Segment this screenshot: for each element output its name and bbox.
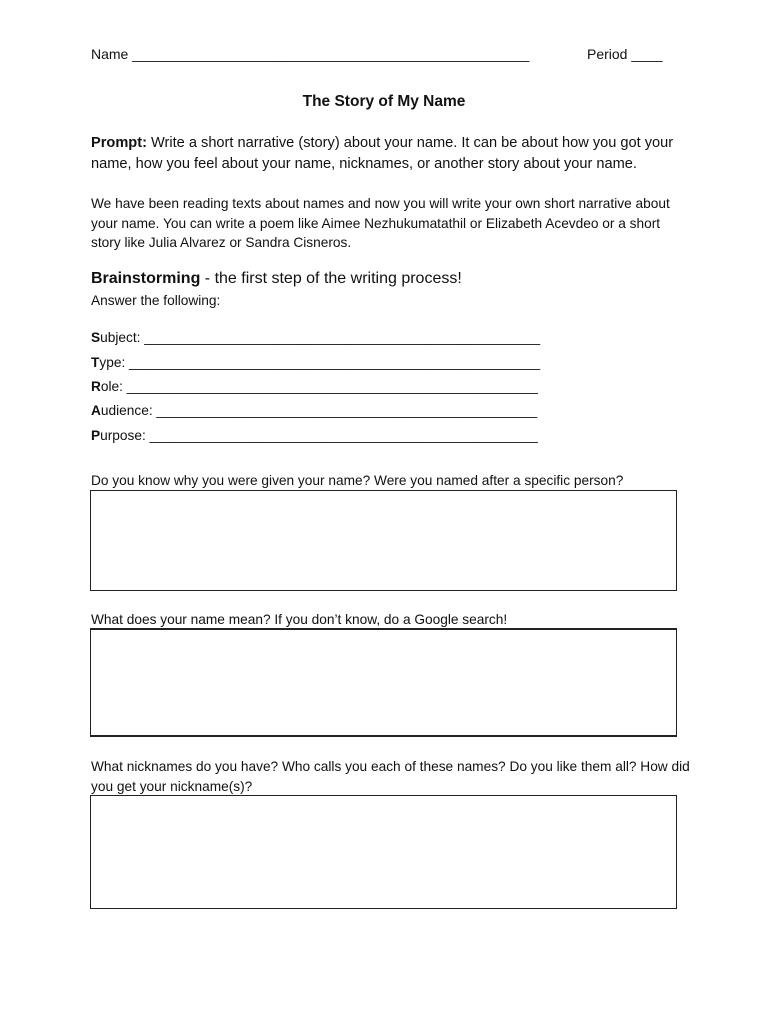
answer-box-nicknames[interactable] <box>90 795 677 909</box>
name-field[interactable]: Name ___________________________________________________ <box>91 46 530 62</box>
role-field[interactable] <box>91 379 538 394</box>
question-name-origin: Do you know why you were given your name? Were you named after a specific person? <box>91 473 624 488</box>
question-name-meaning: What does your name mean? If you don’t know, do a Google search! <box>91 612 508 627</box>
subject-field[interactable] <box>91 330 540 345</box>
brainstorming-heading-rest: - the first step of the writing process! <box>200 270 462 287</box>
brainstorming-label: Brainstorming <box>91 270 201 287</box>
audience-initial: A <box>91 403 101 418</box>
prompt-text: Write a short narrative (story) about your name. It can be about how you got your name, how you feel about your name, nicknames, or another story about your name. <box>91 135 674 172</box>
type-field[interactable] <box>91 355 540 370</box>
role-initial: R <box>91 379 101 394</box>
page-title: The Story of My Name <box>302 93 466 110</box>
answer-box-name-origin[interactable] <box>90 490 677 591</box>
answer-box-name-meaning[interactable] <box>90 628 677 737</box>
prompt-label: Prompt: <box>91 135 147 151</box>
purpose-initial: P <box>91 428 101 443</box>
intro-paragraph: We have been reading texts about names and now you will write your own short narrative about your name. You can write a poem like Aimee Nezhukumatathil or Elizabeth Acevdeo or a short story like Julia Alvarez or Sandra Cisneros. <box>91 196 670 250</box>
prompt-paragraph <box>91 133 691 174</box>
purpose-line: urpose: ___________________________________________________ <box>100 428 538 443</box>
subject-line: ubject: ____________________________________________________ <box>100 330 541 345</box>
question-nicknames: What nicknames do you have? Who calls you each of these names? Do you like them all? How did you get your nickname(s)? <box>91 759 690 794</box>
brainstorming-heading <box>91 270 462 288</box>
type-line: ype: ______________________________________________________ <box>99 355 541 370</box>
period-field[interactable]: Period ____ <box>587 46 663 62</box>
role-line: ole: ______________________________________________________ <box>100 379 538 394</box>
audience-line: udience: __________________________________________________ <box>100 403 538 418</box>
type-initial: T <box>91 355 100 370</box>
audience-field[interactable] <box>91 403 537 418</box>
subject-initial: S <box>91 330 101 345</box>
purpose-field[interactable] <box>91 428 538 443</box>
brainstorming-subheading: Answer the following: <box>91 293 221 308</box>
